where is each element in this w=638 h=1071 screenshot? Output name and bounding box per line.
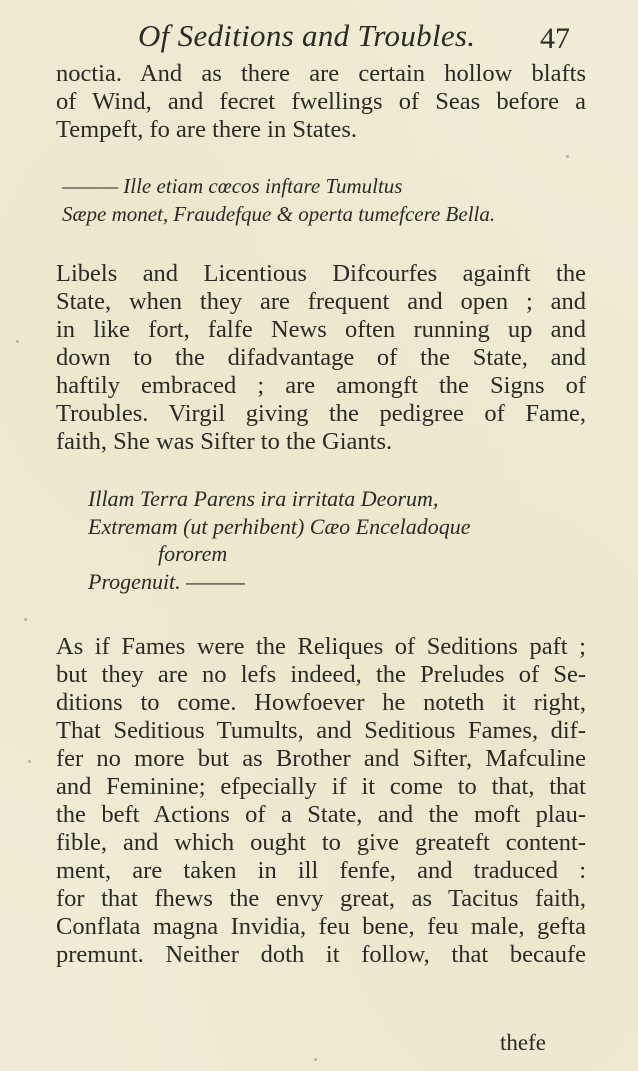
text-line: ditions to come. Howfoever he noteth it right, bbox=[56, 689, 586, 716]
text-line: Conflata magna Invidia, feu bene, feu male, gefta bbox=[56, 913, 586, 940]
text-line: in like fort, falfe News often running up and bbox=[56, 316, 586, 343]
paper-speck bbox=[566, 155, 569, 158]
paper-speck bbox=[314, 1058, 317, 1061]
verse-line: Extremam (ut perhibent) Cæo Enceladoque bbox=[88, 513, 471, 539]
text-line: Tempeft, fo are there in States. bbox=[56, 116, 358, 143]
verse-line: Sæpe monet, Fraudefque & operta tumefcere Bella. bbox=[62, 202, 496, 226]
verse-quotation-1 bbox=[62, 172, 592, 228]
text-line: fible, and which ought to give greateft content- bbox=[56, 829, 586, 856]
text-line: noctia. And as there are certain hollow blafts bbox=[56, 60, 586, 87]
text-line: of Wind, and fecret fwellings of Seas before a bbox=[56, 88, 586, 115]
text-line: for that fhews the envy great, as Tacitus faith, bbox=[56, 885, 586, 912]
paragraph-2 bbox=[56, 260, 586, 456]
text-line: Libels and Licentious Difcourfes againft the bbox=[56, 260, 586, 287]
text-line: As if Fames were the Reliques of Seditions paft ; bbox=[56, 633, 586, 660]
paper-speck bbox=[28, 760, 31, 763]
text-line: the beft Actions of a State, and the moft plau- bbox=[56, 801, 586, 828]
verse-line: Illam Terra Parens ira irritata Deorum, bbox=[88, 486, 439, 511]
running-header bbox=[0, 14, 638, 58]
page-number: 47 bbox=[540, 22, 570, 55]
text-line: haftily embraced ; are amongft the Signs of bbox=[56, 372, 586, 399]
paper-speck bbox=[16, 340, 19, 343]
text-line: That Seditious Tumults, and Seditious Fames, dif- bbox=[56, 717, 586, 744]
text-line: ment, are taken in ill fenfe, and traduced : bbox=[56, 857, 586, 884]
paragraph-3 bbox=[56, 633, 586, 969]
text-line: State, when they are frequent and open ; and bbox=[56, 288, 586, 315]
text-line: but they are no lefs indeed, the Preludes of Se- bbox=[56, 661, 586, 688]
verse-quotation-2 bbox=[88, 485, 588, 595]
verse-line: ——— Ille etiam cœcos inftare Tumultus bbox=[62, 174, 403, 198]
text-line: faith, She was Sifter to the Giants. bbox=[56, 428, 393, 455]
running-title: Of Seditions and Troubles. bbox=[138, 18, 476, 53]
verse-line: fororem bbox=[158, 541, 228, 566]
paragraph-1 bbox=[56, 60, 586, 144]
catchword: thefe bbox=[500, 1030, 546, 1055]
text-line: down to the difadvantage of the State, and bbox=[56, 344, 586, 371]
text-line: and Feminine; efpecially if it come to that, that bbox=[56, 773, 586, 800]
text-line: fer no more but as Brother and Sifter, Mafculine bbox=[56, 745, 586, 772]
verse-line: Progenuit. ——— bbox=[88, 568, 245, 594]
text-line: Troubles. Virgil giving the pedigree of Fame, bbox=[56, 400, 586, 427]
paper-speck bbox=[24, 618, 27, 621]
text-line: premunt. Neither doth it follow, that becaufe bbox=[56, 941, 586, 968]
